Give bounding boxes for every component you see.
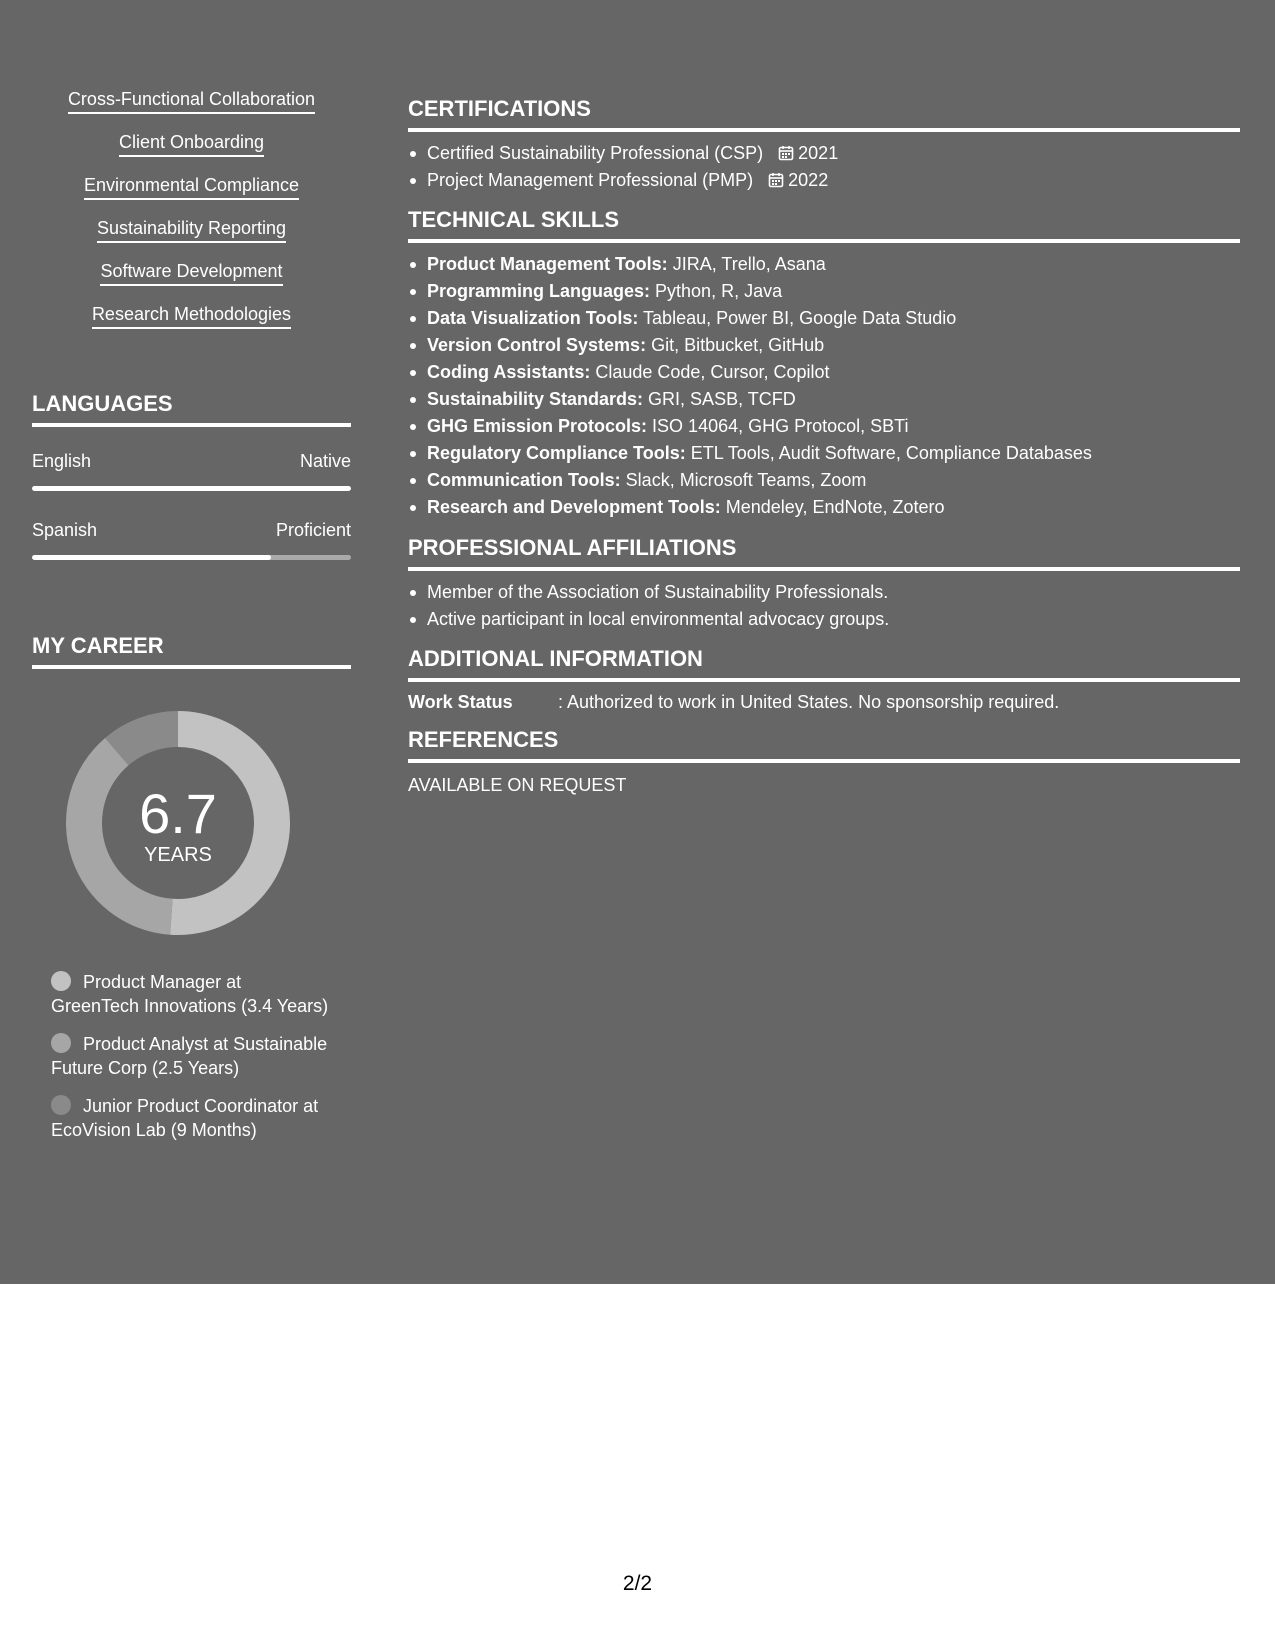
references-section [408, 726, 1240, 797]
certification-name: Project Management Professional (PMP) [427, 170, 754, 190]
work-status-label: Work Status [408, 692, 513, 712]
career-legend-item [51, 1094, 331, 1142]
language-name: English [32, 451, 92, 471]
skill-values: Python, R, Java [650, 281, 783, 301]
technical-skill-item [408, 359, 1240, 386]
language-level: Native [299, 451, 351, 471]
technical-skill-item [408, 305, 1240, 332]
career-legend-label: Junior Product Coordinator at EcoVision Lab (9 Months) [51, 1096, 319, 1140]
skill-values: Mendeley, EndNote, Zotero [720, 497, 945, 517]
career-total-value: 6.7 [139, 782, 217, 845]
skill-category: Product Management Tools: [427, 254, 668, 274]
career-legend-item [51, 970, 331, 1018]
career-donut-chart [66, 711, 290, 935]
language-bar [32, 555, 351, 560]
skill-category: Coding Assistants: [427, 362, 591, 382]
technical-skill-item [408, 440, 1240, 467]
career-legend-label: Product Manager at GreenTech Innovations (3.4 Years) [51, 972, 329, 1016]
skill-values: JIRA, Trello, Asana [667, 254, 826, 274]
language-bar [32, 486, 351, 491]
language-row [32, 519, 351, 560]
skill-values: ISO 14064, GHG Protocol, SBTi [647, 416, 909, 436]
calendar-icon [778, 145, 794, 161]
skill-values: ETL Tools, Audit Software, Compliance Databases [685, 443, 1092, 463]
skill-link[interactable]: Cross-Functional Collaboration [68, 87, 315, 114]
skill-category: Data Visualization Tools: [427, 308, 639, 328]
language-name: Spanish [32, 520, 98, 540]
affiliations-section [408, 534, 1240, 633]
certification-item [408, 140, 1240, 167]
certification-year: 2022 [788, 170, 829, 190]
certification-year: 2021 [798, 143, 839, 163]
skill-values: Git, Bitbucket, GitHub [646, 335, 825, 355]
skill-link[interactable]: Client Onboarding [119, 130, 264, 157]
technical-skill-item [408, 278, 1240, 305]
skill-link[interactable]: Research Methodologies [92, 302, 291, 329]
additional-info-heading: ADDITIONAL INFORMATION [408, 645, 1240, 682]
references-text: AVAILABLE ON REQUEST [408, 775, 627, 795]
career-total [66, 711, 290, 935]
skill-category: Regulatory Compliance Tools: [427, 443, 686, 463]
technical-skill-item [408, 413, 1240, 440]
career-total-unit: YEARS [144, 844, 212, 866]
technical-skill-item [408, 494, 1240, 521]
legend-dot [51, 1033, 71, 1053]
skill-category: GHG Emission Protocols: [427, 416, 648, 436]
references-heading: REFERENCES [408, 726, 1240, 763]
language-row [32, 450, 351, 491]
skill-values: Claude Code, Cursor, Copilot [590, 362, 830, 382]
legend-dot [51, 1095, 71, 1115]
technical-skill-item [408, 386, 1240, 413]
career-legend-label: Product Analyst at Sustainable Future Corp (2.5 Years) [51, 1034, 328, 1078]
skill-category: Version Control Systems: [427, 335, 647, 355]
skill-values: Slack, Microsoft Teams, Zoom [620, 470, 867, 490]
language-level: Proficient [275, 520, 351, 540]
skill-values: GRI, SASB, TCFD [643, 389, 796, 409]
technical-skills-heading: TECHNICAL SKILLS [408, 206, 1240, 243]
page-number: 2/2 [622, 1572, 653, 1595]
additional-info-section [408, 645, 1240, 714]
work-status-value: : Authorized to work in United States. No sponsorship required. [558, 692, 1060, 712]
certifications-section [408, 95, 1240, 194]
work-status-row [408, 690, 1240, 714]
languages-heading: LANGUAGES [32, 390, 351, 427]
certification-item [408, 167, 1240, 194]
career-legend-item [51, 1032, 331, 1080]
technical-skill-item [408, 332, 1240, 359]
skill-category: Programming Languages: [427, 281, 651, 301]
skill-category: Communication Tools: [427, 470, 621, 490]
career-heading: MY CAREER [32, 632, 351, 669]
skill-link[interactable]: Sustainability Reporting [97, 216, 286, 243]
legend-dot [51, 971, 71, 991]
certifications-heading: CERTIFICATIONS [408, 95, 1240, 132]
calendar-icon [768, 172, 784, 188]
affiliations-heading: PROFESSIONAL AFFILIATIONS [408, 534, 1240, 571]
technical-skill-item [408, 251, 1240, 278]
language-bar-fill [32, 555, 271, 560]
skill-link[interactable]: Software Development [100, 259, 282, 286]
skill-link[interactable]: Environmental Compliance [84, 173, 299, 200]
language-bar-fill [32, 486, 351, 491]
technical-skills-section [408, 206, 1240, 521]
career-legend [51, 970, 331, 1156]
certification-name: Certified Sustainability Professional (CSP) [427, 143, 764, 163]
affiliation-item: Active participant in local environmental advocacy groups. [408, 606, 1240, 633]
technical-skill-item [408, 467, 1240, 494]
skill-category: Research and Development Tools: [427, 497, 721, 517]
skill-values: Tableau, Power BI, Google Data Studio [638, 308, 957, 328]
skill-links [32, 87, 351, 345]
skill-category: Sustainability Standards: [427, 389, 644, 409]
affiliation-item: Member of the Association of Sustainability Professionals. [408, 579, 1240, 606]
